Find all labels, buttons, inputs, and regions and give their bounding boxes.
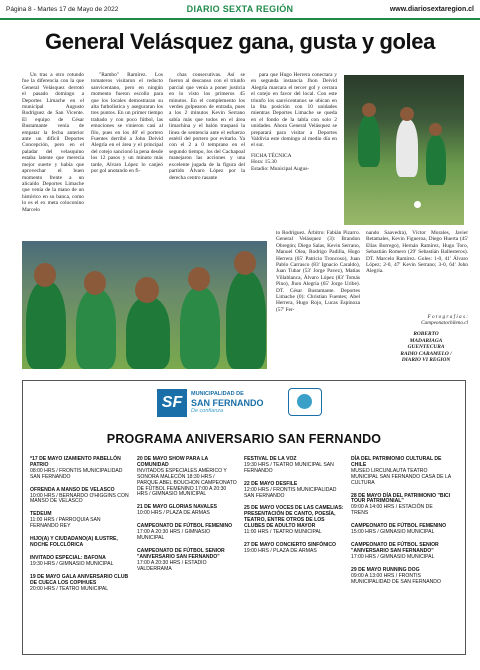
program-event [244, 543, 344, 555]
byline-line: MADARIAGA [409, 337, 443, 344]
program-event [137, 505, 237, 517]
sf-logo-mark: SF [157, 389, 187, 417]
photo-credit [384, 314, 468, 327]
event-title: HIJO(A) Y CIUDADANO(A) ILUSTRE, NOCHE FOLCLÓRICA [30, 536, 118, 548]
byline-line: ROBERTO [413, 331, 439, 337]
program-title: PROGRAMA ANIVERSARIO SAN FERNANDO [106, 432, 382, 446]
article-column-2 [91, 72, 163, 175]
lineup-column-2 [366, 230, 468, 275]
event-detail: 08:00 HRS / FRONTIS MUNICIPALIDAD SAN FERNANDO [30, 467, 123, 480]
program-event [351, 494, 451, 518]
event-detail: 11:00 HRS / PARROQUIA SAN FERNANDO REY [30, 517, 101, 530]
program-column-1 [30, 457, 130, 599]
event-detail: 19:00 HRS / PLAZA DE ARMAS [244, 547, 317, 554]
event-detail: 09:00 A 13:00 HRS / FRONTIS MUNICIPALIDAD DE SAN FERNANDO [351, 572, 441, 585]
event-detail: 15:00 HRS / GIMNASIO MUNICIPAL [351, 529, 435, 536]
event-title: 29 DE MAYO RUNNING DOG [351, 566, 420, 573]
event-title: 27 DE MAYO CONCIERTO SINFÓNICO [244, 541, 336, 548]
program-event [244, 457, 344, 475]
program-event [351, 543, 451, 561]
event-title: CAMPEONATO DE FÚTBOL SENIOR "ANIVERSARIO SAN FERNANDO" [351, 541, 439, 554]
newspaper-url: www.diariosextaregion.cl [389, 5, 474, 13]
program-event [30, 575, 130, 593]
event-title: 22 DE MAYO DESFILE [244, 480, 298, 487]
lineup-text: to Rodríguez. Árbitro: Fabián Pizarro. General Velásquez (3): Brandon Obregón; Diego Salas, Kevin Serrano, Manuel Olea, Rodrigo Padilla, Hugo Herrera (65' Patricio Troncoso), Juan Pablo Carrasco (83' Ignacio Caraldo), Juan Tubar (53' Jorge Pavez), Matías Villablanca, Álvaro López (83' Tomás Pino), Jhon Alegría (65' Jorge Uribe). DT. César Bustamante. Deportes Limache (0): Christian Fuentes; Abel Herrera, Hugo Rojo, Lucas Espinoza (57' Fer- [276, 230, 360, 313]
event-title: INVITADO ESPECIAL: BAFONA [30, 554, 106, 561]
ficha-stadium: Estadio: Municipal Augus- [251, 165, 310, 172]
event-detail: 19:30 HRS / TEATRO MUNICIPAL SAN FERNANDO [244, 461, 334, 474]
photo-credit-label: F o t o g r a f í a s : [427, 314, 468, 320]
event-detail: MUSEO LIRCUNLAUTA TEATRO MUNICIPAL SAN FERNANDO CASA DE LA CULTURA [351, 467, 451, 486]
program-event [137, 549, 237, 573]
program-event [351, 524, 451, 536]
event-title: 25 DE MAYO VOCES DE LAS CAMELIAS: PRESENTACIÓN DE CANTO, POESÍA, TEATRO, ENTRE OTROS DE LOS CLUBES DE ADULTO MAYOR [244, 505, 344, 530]
ficha-time: Hora: 15.30 [251, 159, 277, 166]
event-title: CAMPEONATO DE FÚTBOL FEMENINO [137, 523, 233, 530]
program-event [30, 537, 130, 549]
event-title: FESTIVAL DE LA VOZ [244, 456, 297, 462]
article-column-1 [22, 72, 84, 213]
event-detail: 17:00 HRS / GIMNASIO MUNICIPAL [351, 553, 435, 560]
event-title: CAMPEONATO DE FÚTBOL FEMENINO [351, 523, 447, 530]
lineup-text: nando Saavedra), Víctor Morales, Javier Retamales, Kevin Figueroa, Diego Huerta (45' Elías Borrego), Hernán Ramírez, Hugo Toro, Sebastián Romero (29' Sebastián Ballesteros). DT. Marcelo Ramírez. Goles: 1-0, 41' Álvaro López; 2-0, 47' Kevin Serrano; 3-0, 64' John Alegría. [366, 230, 468, 275]
event-detail: 11:00 HRS / TEATRO MUNICIPAL [244, 529, 322, 536]
program-event [30, 488, 130, 506]
byline-line: DIARIO VI REGION [401, 357, 451, 364]
event-detail: 19:30 HRS / GIMNASIO MUNICIPAL [30, 560, 114, 567]
logo-tagline: De confianza [191, 408, 224, 414]
event-detail: 10:00 HRS / PLAZA DE ARMAS [137, 510, 210, 517]
article-column-3 [169, 72, 245, 181]
event-title: TEDEUM [30, 511, 52, 518]
event-title: *17 DE MAYO IZAMIENTO PABELLÓN PATRIO [30, 456, 121, 468]
city-crest-icon [288, 388, 322, 416]
logo-line: MUNICIPALIDAD DE [191, 391, 244, 397]
photo-credit-source: Campeonatochileno.cl [421, 320, 468, 327]
program-event [244, 482, 344, 500]
program-event [244, 506, 344, 536]
program-event [351, 457, 451, 487]
event-detail: 17:00 A 20:30 HRS / ESTADIO VALDERRAMA [137, 559, 207, 572]
event-detail: 20:00 HRS / TEATRO MUNICIPAL [30, 585, 109, 592]
event-title: OFRENDA A MANSO DE VELASCO [30, 486, 115, 493]
byline-line: RADIO CARAMELO / [400, 350, 452, 357]
program-event [30, 512, 130, 530]
byline-line: GUENTECURA [407, 344, 445, 351]
header-divider [0, 18, 480, 20]
event-title: 19 DE MAYO GALA ANIVERSARIO CLUB DE CUECA LOS COPIHUES [30, 573, 129, 586]
article-headline: General Velásquez gana, gusta y golea [45, 29, 435, 54]
event-detail: 10:00 HRS / BERNARDO O'HIGGINS CON MANSO DE VELASCO [30, 492, 129, 505]
event-title: 28 DE MAYO DÍA DEL PATRIMONIO "BICI TOUR PATRIMONIAL" [351, 492, 451, 505]
logo-line: SAN FERNANDO [191, 398, 264, 408]
event-title: 20 DE MAYO SHOW PARA LA COMUNIDAD [137, 456, 208, 468]
page-info: Página 8 - Martes 17 de Mayo de 2022 [6, 5, 119, 13]
event-title: 21 DE MAYO GLORIAS NAVALES [137, 504, 218, 511]
celebration-photo [22, 241, 267, 369]
article-text: para que Hugo Herrera conectara y en segunda instancia Jhon Deivid Alegría marcara el tercer gol y cerrara el cotejo en favor del local. Con este triunfo los sanvicentanos se ubican en la 8ta posición con 10 unidades mientras Deportes Limache se queda en el fondo de la tabla con solo 2 unidades. Ahora General Velásquez se preparará para visitar a Deportes Valdivia este domingo al medio día en el sur. [251, 72, 337, 149]
event-detail: 09:00 A 14:00 HRS / ESTACIÓN DE TRENS [351, 504, 433, 517]
program-event [137, 457, 237, 498]
event-title: CAMPEONATO DE FÚTBOL SENIOR "ANIVERSARIO SAN FERNANDO" [137, 547, 225, 560]
ficha-title: FICHA TÉCNICA [251, 152, 292, 159]
lineup-column-1 [276, 230, 360, 313]
page-header [0, 0, 480, 18]
event-title: DÍA DEL PATRIMONIO CULTURAL DE CHILE [351, 456, 442, 468]
program-event [351, 568, 451, 586]
program-column-2 [137, 457, 237, 580]
event-detail: 12:00 HRS / FRONTIS MUNICIPALIDAD SAN FERNANDO [244, 486, 337, 499]
author-byline [384, 331, 468, 364]
article-text: "Rambo" Ramírez. Los tomateros visitaron el reducto sanvicentano, pero en ningún momento fueron escollo para que los locales demostraran su alta futbolística y aseguraran los tres puntos. En un primer tiempo trabado y con poco fútbol, las emociones se vinieron casi al filo, pues en los 40' el portero Fuentes derribó a John Deivid Alegría en el área y el principal del cotejo sancionó la pena desde los 12 pasos y un minuto más tarde, Alvaro López lo canjeó por gol anotando en fi- [91, 72, 163, 175]
article-text: chas consecutivas. Así se fueron al descanso con el triunfo parcial que venía a poner justicia en lo visto los primeros 45 minutos. En el complemento los verdes golpearon de entrada, pues a los 2 minutos Kevin Serrano sabía más que todos en el área limachina y el balón traspasó la línea de sentencia ante el esfuerzo estéril del portero por evitarlo. Ya con el 2 a 0 temprano en el segundo tiempo, los del Cachapoal manejaron las acciones y una excelente jugada de la figura del partido Álvaro López por la derecha centro rasante [169, 72, 245, 181]
newspaper-brand: DIARIO SEXTA REGIÓN [186, 4, 294, 14]
article-text: Un tras a otro rotundo fue la diferencia con la que General Velásquez derrotó el pasado domingo a Deportes Limache en el municipal Augusto Rodríguez de San Vicente. El equipo de César Bustamante venía de empatar la fecha anterior ante un difícil Deportes Concepción, pero en el paladar del velasquino estaba latente que merecía mejor suerte y había que aprovechar el buen momento frente a un alicaído Deportes Limache que venía de la mano de un histórico en su banca, como lo es el ex meta coloconino Marcelo [22, 72, 84, 213]
event-detail: INVITADOS ESPECIALES AMÉRICO Y SONORA MALECÓN 18:30 HRS / PARQUE ABEL BOUCHON CAMPEONATO DE FÚTBOL FEMENINO 17:00 A 20:30 HRS / GIMNASIO MUNICIPAL [137, 467, 237, 498]
ficha-tecnica [251, 153, 337, 172]
program-column-3 [244, 457, 344, 562]
article-column-4 [251, 72, 337, 172]
event-detail: 17:00 A 20:30 HRS / GIMNASIO MUNICIPAL [137, 529, 211, 541]
program-event [30, 556, 130, 568]
program-event [30, 457, 130, 481]
program-column-4 [351, 457, 451, 592]
match-photo [344, 75, 464, 225]
program-event [137, 524, 237, 542]
